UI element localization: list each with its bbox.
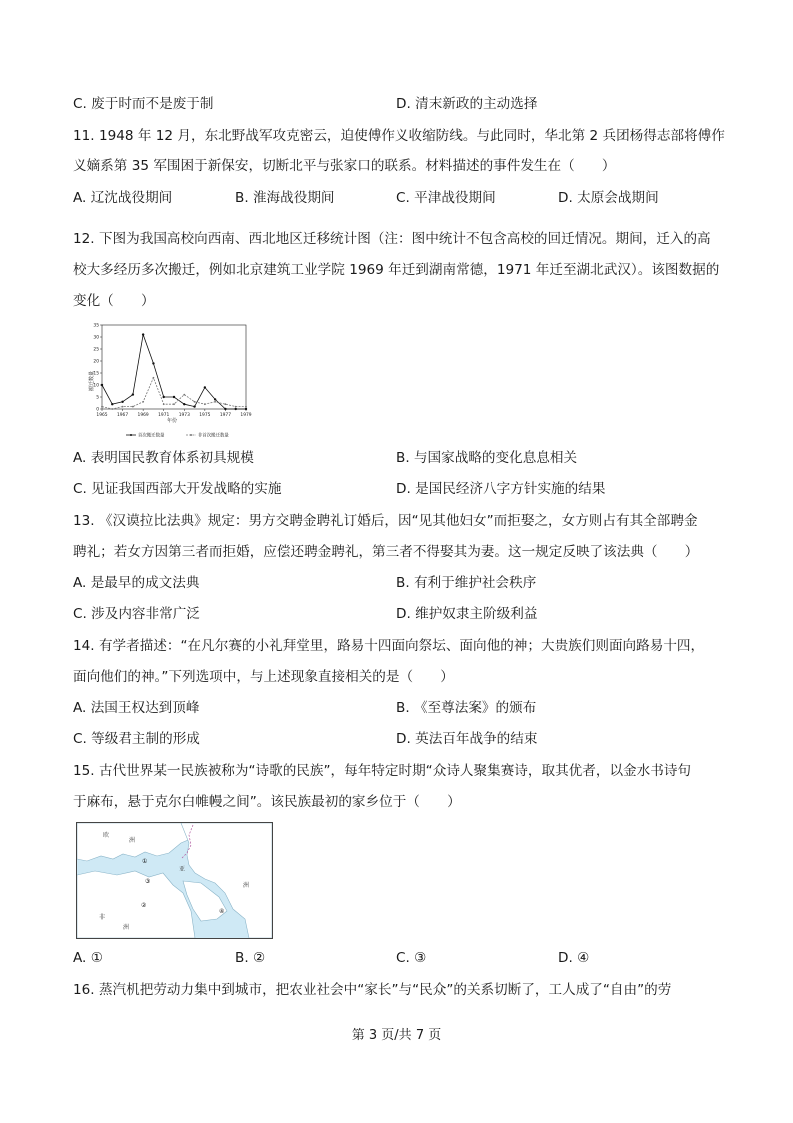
- legend-marker: [130, 434, 132, 436]
- q12-option-b: B. 与国家战略的变化息息相关: [396, 450, 578, 466]
- x-tick-label: 1977: [219, 413, 232, 418]
- chart-xlabel: 年份: [166, 418, 178, 424]
- series-1-point: [152, 362, 154, 364]
- q10-option-c: C. 废于时而不是废于制: [73, 96, 214, 112]
- q12-stem-line3: 变化（ ）: [73, 293, 155, 309]
- x-tick-label: 1969: [137, 413, 149, 418]
- q11-option-a: A. 辽沈战役期间: [73, 190, 173, 206]
- map-label-zhou1: 洲: [129, 837, 136, 844]
- series-2-point: [101, 406, 103, 408]
- q11-stem-line1: 11. 1948 年 12 月，东北野战军攻克密云，迫使傅作义收缩防线。与此同时，华北第 2 兵团杨得志部将傅作: [73, 128, 725, 144]
- series-1-point: [193, 405, 195, 407]
- migration-chart-svg: [86, 319, 252, 440]
- series-2-point: [173, 403, 175, 405]
- q13-option-c: C. 涉及内容非常广泛: [73, 606, 200, 622]
- region-map: [76, 822, 273, 939]
- q12-stem-line2: 校大多经历多次搬迁，例如北京建筑工业学院 1969 年迁到湖南常德，1971 年迁至湖北武汉）。该图数据的: [73, 262, 720, 278]
- x-tick-label: 1971: [158, 413, 170, 418]
- q15-option-c: C. ③: [396, 950, 427, 966]
- map-label-ya: 亚: [179, 866, 186, 873]
- map-label-zhou3: 洲: [123, 924, 130, 931]
- map-marker-2: ②: [141, 902, 147, 909]
- q11-stem-line2: 义嫡系第 35 军围困于新保安，切断北平与张家口的联系。材料描述的事件发生在（ ）: [73, 158, 616, 174]
- y-tick-label: 0: [96, 407, 99, 413]
- series-1-point: [121, 401, 123, 403]
- series-2-point: [163, 403, 165, 405]
- q14-option-c: C. 等级君主制的形成: [73, 731, 200, 747]
- series-1-point: [224, 408, 226, 410]
- x-tick-label: 1975: [199, 413, 211, 418]
- series-1-point: [245, 408, 247, 410]
- map-label-fei: 非: [99, 914, 106, 921]
- q15-option-b: B. ②: [235, 950, 266, 966]
- x-tick-label: 1965: [96, 413, 108, 418]
- series-2-point: [235, 406, 237, 408]
- y-tick-label: 35: [93, 323, 99, 329]
- q12-option-c: C. 见证我国西部大开发战略的实施: [73, 481, 282, 497]
- series-1-point: [204, 386, 206, 388]
- map-label-eu: 欧: [103, 832, 110, 839]
- migration-chart: [86, 319, 252, 440]
- series-2-point: [111, 408, 113, 410]
- map-label-zhou2: 洲: [243, 882, 250, 889]
- y-tick-label: 20: [93, 359, 99, 365]
- y-tick-label: 10: [93, 383, 99, 389]
- map-marker-1: ①: [142, 858, 148, 865]
- series-2-point: [122, 406, 124, 408]
- q13-stem-line2: 聘礼；若女方因第三者而拒婚，应偿还聘金聘礼，第三者不得娶其为妻。这一规定反映了该法典（ ）: [73, 544, 699, 560]
- x-tick-label: 1967: [116, 413, 129, 418]
- q14-option-d: D. 英法百年战争的结束: [396, 731, 538, 747]
- q14-option-a: A. 法国王权达到顶峰: [73, 700, 200, 716]
- series-1-point: [142, 333, 144, 335]
- q15-option-d: D. ④: [558, 950, 590, 966]
- q14-stem-line2: 面向他们的神。”下列选项中，与上述现象直接相关的是（ ）: [73, 669, 454, 685]
- q13-option-d: D. 维护奴隶主阶级利益: [396, 606, 538, 622]
- q14-option-b: B. 《至尊法案》的颁布: [396, 700, 537, 716]
- series-2-point: [132, 406, 134, 408]
- series-1-point: [132, 393, 134, 395]
- q16-stem-line1: 16. 蒸汽机把劳动力集中到城市，把农业社会中“家长”与“民众”的关系切断了，工人成了“自由”的劳: [73, 982, 672, 998]
- y-tick-label: 15: [93, 371, 99, 377]
- x-tick-label: 1979: [240, 413, 252, 418]
- series-1-point: [235, 408, 237, 410]
- q13-stem-line1: 13. 《汉谟拉比法典》规定：男方交聘金聘礼订婚后，因“见其他妇女”而拒娶之，女方则占有其全部聘金: [73, 513, 698, 529]
- q10-option-d: D. 清末新政的主动选择: [396, 96, 538, 112]
- q13-option-a: A. 是最早的成文法典: [73, 575, 200, 591]
- series-2-point: [142, 401, 144, 403]
- series-2-point: [153, 377, 155, 379]
- legend-label: 首次搬迁数量: [138, 433, 165, 439]
- legend-marker: [190, 434, 192, 436]
- q15-option-a: A. ①: [73, 950, 103, 966]
- series-1-point: [173, 396, 175, 398]
- legend-label: 非首次搬迁数量: [198, 433, 229, 439]
- map-marker-4: ④: [219, 908, 225, 915]
- q11-option-b: B. 淮海战役期间: [235, 190, 335, 206]
- q12-stem-line1: 12. 下图为我国高校向西南、西北地区迁移统计图（注：图中统计不包含高校的回迁情况。期间，迁入的高: [73, 231, 711, 247]
- q11-option-d: D. 太原会战期间: [558, 190, 659, 206]
- series-2-point: [204, 403, 206, 405]
- series-1-point: [111, 403, 113, 405]
- map-marker-3: ③: [145, 878, 151, 885]
- series-1-point: [163, 396, 165, 398]
- q12-option-d: D. 是国民经济八字方针实施的结果: [396, 481, 606, 497]
- chart-ylabel: 搬迁数量: [89, 370, 95, 392]
- series-2-point: [245, 406, 247, 408]
- y-tick-label: 25: [93, 347, 99, 353]
- series-1-point: [183, 403, 185, 405]
- q13-option-b: B. 有利于维护社会秩序: [396, 575, 537, 591]
- q15-stem-line1: 15. 古代世界某一民族被称为“诗歌的民族”，每年特定时期“众诗人聚集赛诗，取其优者，以金水书诗句: [73, 763, 692, 779]
- q11-option-c: C. 平津战役期间: [396, 190, 496, 206]
- series-1-point: [101, 384, 103, 386]
- page-footer: 第 3 页/共 7 页: [351, 1028, 442, 1043]
- y-tick-label: 30: [93, 335, 99, 341]
- series-2-point: [183, 394, 185, 396]
- y-tick-label: 5: [96, 395, 99, 401]
- series-2-point: [194, 401, 196, 403]
- series-2-point: [214, 401, 216, 403]
- x-tick-label: 1973: [178, 413, 190, 418]
- q15-stem-line2: 于麻布，悬于克尔白帷幔之间”。该民族最初的家乡位于（ ）: [73, 794, 461, 810]
- q12-option-a: A. 表明国民教育体系初具规模: [73, 450, 254, 466]
- q14-stem-line1: 14. 有学者描述：“在凡尔赛的小礼拜堂里，路易十四面向祭坛、面向他的神；大贵族们则面向路易十四，: [73, 638, 705, 654]
- region-map-svg: [77, 823, 272, 938]
- series-1-point: [214, 398, 216, 400]
- series-2-point: [225, 403, 227, 405]
